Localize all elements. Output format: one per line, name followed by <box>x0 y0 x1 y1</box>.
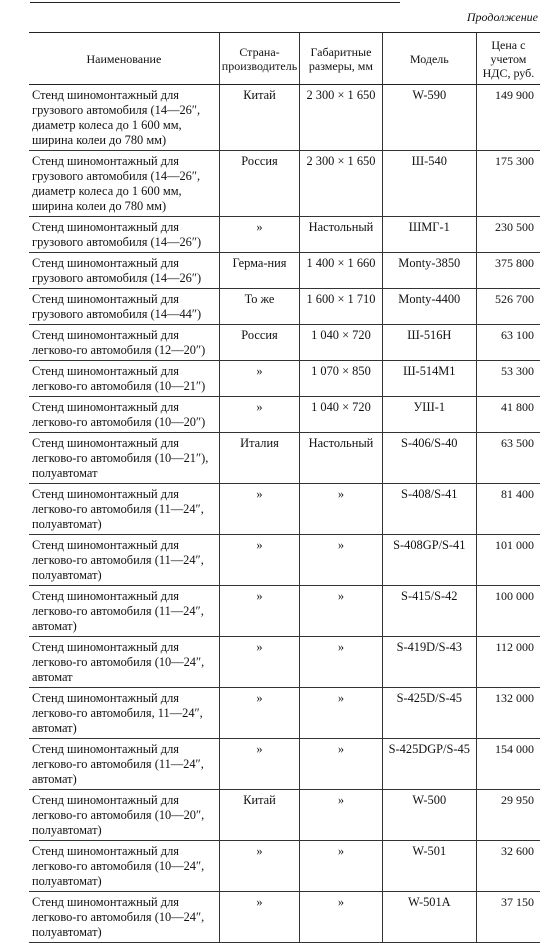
cell-name: Стенд шиномонтажный для грузового автомобиля (14—26″) <box>29 217 219 253</box>
header-name: Наименование <box>29 33 219 85</box>
cell-name: Стенд шиномонтажный для легково-го автомобиля (10—21″), полуавтомат <box>29 433 219 484</box>
cell-dimensions: » <box>300 841 383 892</box>
table-row <box>29 688 540 739</box>
cell-country: Китай <box>219 790 299 841</box>
cell-country: » <box>219 484 299 535</box>
table-row <box>29 892 540 943</box>
cell-model: W-500 <box>382 790 476 841</box>
cell-model: W-501A <box>382 892 476 943</box>
table-row <box>29 397 540 433</box>
header-price: Цена с учетом НДС, руб. <box>476 33 540 85</box>
table-row <box>29 325 540 361</box>
cell-price: 101 000 <box>476 535 540 586</box>
cell-country: » <box>219 535 299 586</box>
continuation-label: Продолжение <box>466 10 538 24</box>
header-model: Модель <box>382 33 476 85</box>
cell-price: 112 000 <box>476 637 540 688</box>
cell-dimensions: » <box>300 688 383 739</box>
cell-dimensions: » <box>300 535 383 586</box>
cell-price: 63 500 <box>476 433 540 484</box>
cell-name: Стенд шиномонтажный для легково-го автомобиля (10—21″) <box>29 361 219 397</box>
cell-name: Стенд шиномонтажный для легково-го автомобиля (10—20″, полуавтомат) <box>29 790 219 841</box>
cell-price: 100 000 <box>476 586 540 637</box>
cell-name: Стенд шиномонтажный для легково-го автомобиля (11—24″, автомат) <box>29 586 219 637</box>
cell-dimensions: » <box>300 790 383 841</box>
cell-price: 132 000 <box>476 688 540 739</box>
cell-price: 526 700 <box>476 289 540 325</box>
cell-model: S-425D/S-45 <box>382 688 476 739</box>
cell-name: Стенд шиномонтажный для легково-го автомобиля (10—20″) <box>29 397 219 433</box>
cell-name: Стенд шиномонтажный для легково-го автомобиля (10—24″, полуавтомат) <box>29 841 219 892</box>
cell-model: S-425DGP/S-45 <box>382 739 476 790</box>
cell-price: 149 900 <box>476 85 540 151</box>
cell-model: Ш-514М1 <box>382 361 476 397</box>
cell-price: 53 300 <box>476 361 540 397</box>
cell-name: Стенд шиномонтажный для грузового автомобиля (14—44″) <box>29 289 219 325</box>
header-country: Страна-производитель <box>219 33 299 85</box>
cell-model: Monty-4400 <box>382 289 476 325</box>
table-row <box>29 289 540 325</box>
price-table <box>29 32 540 943</box>
cell-price: 175 300 <box>476 151 540 217</box>
table-row <box>29 151 540 217</box>
cell-price: 41 800 <box>476 397 540 433</box>
cell-price: 32 600 <box>476 841 540 892</box>
cell-model: Monty-3850 <box>382 253 476 289</box>
cell-price: 375 800 <box>476 253 540 289</box>
cell-country: » <box>219 397 299 433</box>
cell-dimensions: Настольный <box>300 433 383 484</box>
cell-dimensions: 1 600 × 1 710 <box>300 289 383 325</box>
cell-model: Ш-516Н <box>382 325 476 361</box>
cell-model: S-406/S-40 <box>382 433 476 484</box>
cell-dimensions: » <box>300 637 383 688</box>
cell-name: Стенд шиномонтажный для легково-го автомобиля, 11—24″, автомат) <box>29 688 219 739</box>
table-row <box>29 535 540 586</box>
cell-country: Россия <box>219 325 299 361</box>
cell-country: Россия <box>219 151 299 217</box>
cell-model: ШМГ-1 <box>382 217 476 253</box>
table-row <box>29 739 540 790</box>
table-row <box>29 841 540 892</box>
table-row <box>29 253 540 289</box>
cell-name: Стенд шиномонтажный для легково-го автомобиля (12—20″) <box>29 325 219 361</box>
cell-model: S-408/S-41 <box>382 484 476 535</box>
table-row <box>29 433 540 484</box>
cell-country: Герма-ния <box>219 253 299 289</box>
cell-model: S-415/S-42 <box>382 586 476 637</box>
table-row <box>29 637 540 688</box>
cell-name: Стенд шиномонтажный для легково-го автомобиля (11—24″, полуавтомат) <box>29 484 219 535</box>
cell-dimensions: 2 300 × 1 650 <box>300 151 383 217</box>
cell-model: УШ-1 <box>382 397 476 433</box>
cell-country: » <box>219 361 299 397</box>
cell-name: Стенд шиномонтажный для легково-го автомобиля (10—24″, автомат <box>29 637 219 688</box>
cell-name: Стенд шиномонтажный для легково-го автомобиля (10—24″, полуавтомат) <box>29 892 219 943</box>
table-body <box>29 85 540 943</box>
cell-country: » <box>219 586 299 637</box>
cell-country: » <box>219 217 299 253</box>
cell-name: Стенд шиномонтажный для грузового автомобиля (14—26″, диаметр колеса до 1 600 мм, ширина колеи до 780 мм) <box>29 151 219 217</box>
cell-country: » <box>219 637 299 688</box>
cell-price: 154 000 <box>476 739 540 790</box>
cell-dimensions: 1 040 × 720 <box>300 397 383 433</box>
top-rule <box>30 2 400 3</box>
cell-dimensions: » <box>300 586 383 637</box>
cell-name: Стенд шиномонтажный для легково-го автомобиля (11—24″, автомат) <box>29 739 219 790</box>
cell-country: » <box>219 892 299 943</box>
cell-country: Китай <box>219 85 299 151</box>
cell-country: » <box>219 841 299 892</box>
cell-model: S-419D/S-43 <box>382 637 476 688</box>
table-row <box>29 361 540 397</box>
cell-dimensions: 1 070 × 850 <box>300 361 383 397</box>
table-row <box>29 586 540 637</box>
table-row <box>29 85 540 151</box>
cell-model: W-590 <box>382 85 476 151</box>
cell-dimensions: 1 400 × 1 660 <box>300 253 383 289</box>
table-row <box>29 484 540 535</box>
cell-dimensions: Настольный <box>300 217 383 253</box>
cell-price: 63 100 <box>476 325 540 361</box>
cell-country: » <box>219 688 299 739</box>
cell-name: Стенд шиномонтажный для грузового автомобиля (14—26″) <box>29 253 219 289</box>
cell-model: W-501 <box>382 841 476 892</box>
cell-name: Стенд шиномонтажный для грузового автомобиля (14—26″, диаметр колеса до 1 600 мм, ширина колеи до 780 мм) <box>29 85 219 151</box>
cell-dimensions: » <box>300 892 383 943</box>
cell-country: То же <box>219 289 299 325</box>
header-row <box>29 33 540 85</box>
cell-price: 81 400 <box>476 484 540 535</box>
cell-price: 29 950 <box>476 790 540 841</box>
header-dimensions: Габаритные размеры, мм <box>300 33 383 85</box>
cell-price: 230 500 <box>476 217 540 253</box>
cell-dimensions: » <box>300 739 383 790</box>
cell-model: S-408GP/S-41 <box>382 535 476 586</box>
cell-price: 37 150 <box>476 892 540 943</box>
cell-name: Стенд шиномонтажный для легково-го автомобиля (11—24″, полуавтомат) <box>29 535 219 586</box>
cell-dimensions: 2 300 × 1 650 <box>300 85 383 151</box>
cell-country: » <box>219 739 299 790</box>
cell-dimensions: » <box>300 484 383 535</box>
table-row <box>29 217 540 253</box>
cell-model: Ш-540 <box>382 151 476 217</box>
cell-country: Италия <box>219 433 299 484</box>
cell-dimensions: 1 040 × 720 <box>300 325 383 361</box>
table-row <box>29 790 540 841</box>
